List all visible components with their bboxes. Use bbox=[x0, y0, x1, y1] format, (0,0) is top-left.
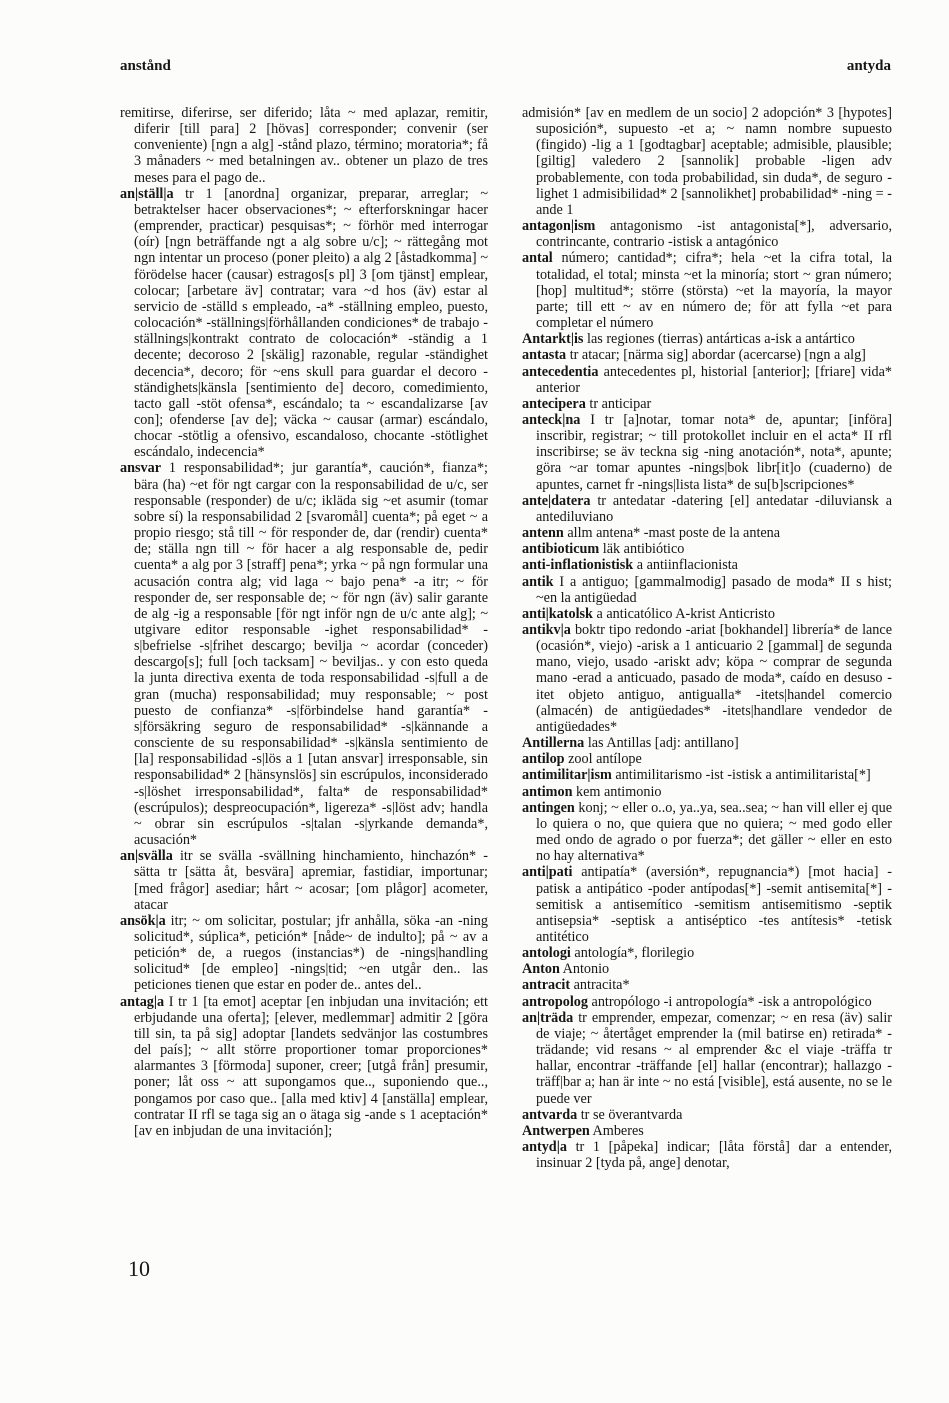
dictionary-entry: antologi antología*, florilegio bbox=[522, 945, 695, 962]
dictionary-entry: an|svälla itr se svälla -svällning hinchamiento, hinchazón* -sätta tr [sätta åt, besvära] apremiar, fastidiar, importunar; [med frågor] asediar; hårt ~ acosar; [om plågor] acometer, atacar bbox=[120, 848, 488, 913]
guide-word-left: anstånd bbox=[120, 58, 171, 74]
dictionary-entry: ante|datera tr antedatar -datering [el] antedatar -diluviansk a antediluviano bbox=[522, 492, 892, 525]
dictionary-entry: antimilitar|ism antimilitarismo -ist -istisk a antimilitarista[*] bbox=[522, 767, 871, 784]
dictionary-entry: Anton Antonio bbox=[522, 961, 610, 978]
dictionary-entry: antvarda tr se överantvarda bbox=[522, 1106, 683, 1123]
dictionary-entry: antyd|a tr 1 [påpeka] indicar; [låta förstå] dar a entender, insinuar 2 [tyda på, ange] denotar, bbox=[522, 1139, 892, 1172]
page-number: 10 bbox=[128, 1256, 150, 1281]
left-column bbox=[120, 105, 488, 1245]
dictionary-entry: an|ställ|a tr 1 [anordna] organizar, preparar, arreglar; ~ betraktelser hacer observaciones*; ~ efterforskningar hacer (emprender, practicar) pesquisas*; ~ förhör med interrogar (oír) [ngn beträffande ngt a alg sobre u/c]; ~ rättegång mot ngn intentar un proceso (poner pleito) a alg 2 [åstadkomma] ~ förödelse hacer (causar) estragos[s pl] 3 [om tjänst] emplear, colocar; [arbetare äv] contratar; vara ~d hos (äv) estar al servicio de -ställd s empleado, -a* -ställning empleo, puesto, colocación* -ställnings|förhållanden condiciones* de trabajo -ställnings|kontrakt contrato de colocación* -ständig a 1 decente; decoroso 2 [skälig] razonable, regular -ständighet decencia*, decoro; för ~ens skull para guardar el decoro -ständighets|känsla [sentimiento de] decoro, comedimiento, tacto gall -stöt ofensa*, escándalo; ta ~ escandalizarse [av con]; ofenderse [av de]; väcka ~ causar (armar) escándalo, chocar -stötlig a ofensivo, escandaloso, chocante -stötlighet escándalo, indecencia* bbox=[120, 185, 488, 461]
dictionary-entry: ansvar 1 responsabilidad*; jur garantía*, caución*, fianza*; bära (ha) ~et för ngt cargar con la responsabilidad de u/c, ser responsable (responder) de u/c; ikläda sig ~et asumir (tomar sobre sí) la responsabilidad 2 [svaromål] cuenta*; på eget ~ a propio riesgo; stå till ~ för responder de, dar (rendir) cuenta* de; ställa ngn till ~ för hacer a alg responsable de, pedir cuenta* a alg por 3 [straff] pena*; yrka ~ på ngn formular una acusación contra alg; vid laga ~ bajo pena* -a itr; ~ för responder de, ser responsable de; ~ för ngn (äv) salir garante de alg -ig a responsable [för ngt inför ngn de u/c ante alg]; ~ utgivare editor responsable -ighet responsabilidad* -s|befrielse -s|frihet descargo; bevilja ~ acordar (conceder) descargo[s]; full [och tacksam] ~ beviljas.. y con esto queda la junta directiva exenta de toda responsabilidad -s|full a de gran (mucha) responsabilidad; muy responsable; ~ post puesto de confianza* -s|förbindelse hand garantía* -s|försäkring seguro de responsabilidad* -s|kännande a consciente de su responsabilidad* -s|känsla sentimiento de [la] responsabilidad -s|lös a 1 [utan ansvar] irresponsable, sin responsabilidad* 2 [hänsynslös] sin escrúpulos, inconsiderado -s|löshet irresponsabilidad*, falta* de responsabilidad* (escrúpulos); despreocupación*, ligereza* -s|löst adv; handla ~ obrar sin escrúpulos -s|talan -s|yrkande demanda*, acusación* bbox=[120, 460, 488, 849]
dictionary-entry: antibioticum läk antibiótico bbox=[522, 541, 685, 558]
dictionary-entry: antagon|ism antagonismo -ist antagonista[*], adversario, contrincante, contrario -istisk a antagónico bbox=[522, 218, 892, 251]
dictionary-entry: anti|katolsk a anticatólico A-krist Anticristo bbox=[522, 605, 775, 622]
dictionary-entry: antenn allm antena* -mast poste de la antena bbox=[522, 525, 781, 542]
dictionary-entry: antag|a I tr 1 [ta emot] aceptar [en inbjudan una invitación; ett erbjudande una oferta]; [elever, medlemmar] admitir 2 [göra till sin, ta på sig] adoptar [landets sedvänjor las costumbres del país]; ~ allt större proportioner tomar proporciones* alarmantes 3 [förmoda] suponer, creer; [utgå från] presumir, poner; låt oss ~ att supongamos que.., suponiendo que.., pongamos por caso que.. [alla med ktiv] 4 [anställa] emplear, contratar II rfl se taga sig an o ätaga sig -ande s 1 aceptación* [av en inbjudan de una invitación]; bbox=[120, 993, 488, 1139]
guide-word-right: antyda bbox=[846, 58, 891, 74]
dictionary-entry: antikv|a boktr tipo redondo -ariat [bokhandel] librería* de lance (ocasión*, viejo) -arisk a 1 anticuario 2 [gammal] de segunda mano, viejo, usado -ariskt adv; köpa ~ comprar de segunda mano -erad a anticuado, pasado de moda*, caído en desuso -itet objeto antiguo, antigualla* -itets|handel comercio (almacén) de antigüedades* -itets|handlare vendedor de antigüedades* bbox=[522, 622, 892, 735]
dictionary-entry: an|träda tr emprender, empezar, comenzar; ~ en resa (äv) salir de viaje; ~ återtåget emprender la (mil batirse en) retirada* -trädande; vid resans ~ al emprender &c el viaje -träffa tr hallar, encontrar -träffande [el] hallar (encontrar); hallazgo -träff|bar a; han är inte ~ no está [visible], está ausente, no se le puede ver bbox=[522, 1009, 892, 1107]
dictionary-entry: anteck|na I tr [a]notar, tomar nota* de, apuntar; [införa] inscribir, registrar; ~ till protokollet incluir en el acta* II rfl inscribirse; se äv teckna sig -ning anotación*, nota*, apunte; göra ~ar tomar apuntes -nings|bok libr[it]o (cuaderno) de apuntes, carnet fr -nings|lista lista* de su[b]scripciones* bbox=[522, 411, 892, 493]
dictionary-entry: antasta tr atacar; [närma sig] abordar (acercarse) [ngn a alg] bbox=[522, 347, 866, 364]
dictionary-entry: anti|pati antipatía* (aversión*, repugnancia*) [mot hacia] -patisk a antipático -poder antípodas[*] -semit antisemita[*] -semitisk a antisemítico -semitism antisemitismo -septik antisepsia* -septisk a antiséptico -tes antítesis* -tetisk antitético bbox=[522, 864, 892, 945]
dictionary-entry: Antarkt|is las regiones (tierras) antárticas a-isk a antártico bbox=[522, 331, 855, 348]
right-column bbox=[522, 105, 892, 1245]
dictionary-entry: antik I a antiguo; [gammalmodig] pasado de moda* II s hist; ~en la antigüedad bbox=[522, 573, 892, 606]
dictionary-entry: antimon kem antimonio bbox=[522, 783, 662, 800]
dictionary-entry: admisión* [av en medlem de un socio] 2 adopción* 3 [hypotes] suposición*, supuesto -et a; ~ namn nombre supuesto (fingido) -lig a 1 [godtagbar] aceptable; admisible, plausible; [giltig] valedero 2 [sannolik] probable -ligen adv probablemente, con toda probabilidad, sin duda*, de seguro -lighet 1 admisibilidad* 2 [sannolikhet] probabilidad* -ning = -ande 1 bbox=[522, 105, 892, 218]
dictionary-entry: ansök|a itr; ~ om solicitar, postular; jfr anhålla, söka -an -ning solicitud*, súplica*, petición* [nåde~ de indulto]; på ~ av a petición* de, a ruegos (instancias*) de -nings|handling solicitud* [de empleo] -nings|tid; ~en utgår den.. las peticiones tienen que estar en poder de.. antes del.. bbox=[120, 912, 488, 994]
dictionary-entry: antingen konj; ~ eller o..o, ya..ya, sea..sea; ~ han vill eller ej que lo quiera o no, que quiera que no quiera; ~ med godo eller med ondo de agrado o por fuerza*; det gäller ~ eller en esto no hay alternativa* bbox=[522, 799, 892, 865]
dictionary-entry: antal número; cantidad*; cifra*; hela ~et la cifra total, la totalidad, el total; minsta ~et la minoría; stort ~ gran número; [hop] multitud*; större (största) ~et la mayoría, la mayor parte; till ett ~ av en número de; för att fylla ~et para completar el número bbox=[522, 250, 892, 332]
dictionary-entry: antecipera tr anticipar bbox=[522, 395, 652, 412]
dictionary-entry: antilop zool antílope bbox=[522, 751, 642, 768]
dictionary-entry: antecedentia antecedentes pl, historial [anterior]; [friare] vida* anterior bbox=[522, 363, 892, 396]
dictionary-entry: anti-inflationistisk a antiinflacionista bbox=[522, 557, 738, 574]
dictionary-entry: Antillerna las Antillas [adj: antillano] bbox=[522, 735, 739, 752]
dictionary-entry: remitirse, diferirse, ser diferido; låta ~ med aplazar, remitir, diferir [till para] 2 [hövas] corresponder; convenir (ser conveniente) [ngn a alg] -stånd plazo, término; moratoria*; få 3 månaders ~ med betalningen av.. obtener un plazo de tres meses para el pago de.. bbox=[120, 105, 488, 186]
dictionary-entry: antropolog antropólogo -i antropología* -isk a antropológico bbox=[522, 993, 872, 1010]
dictionary-entry: Antwerpen Amberes bbox=[522, 1122, 644, 1139]
dictionary-entry: antracit antracita* bbox=[522, 977, 630, 994]
